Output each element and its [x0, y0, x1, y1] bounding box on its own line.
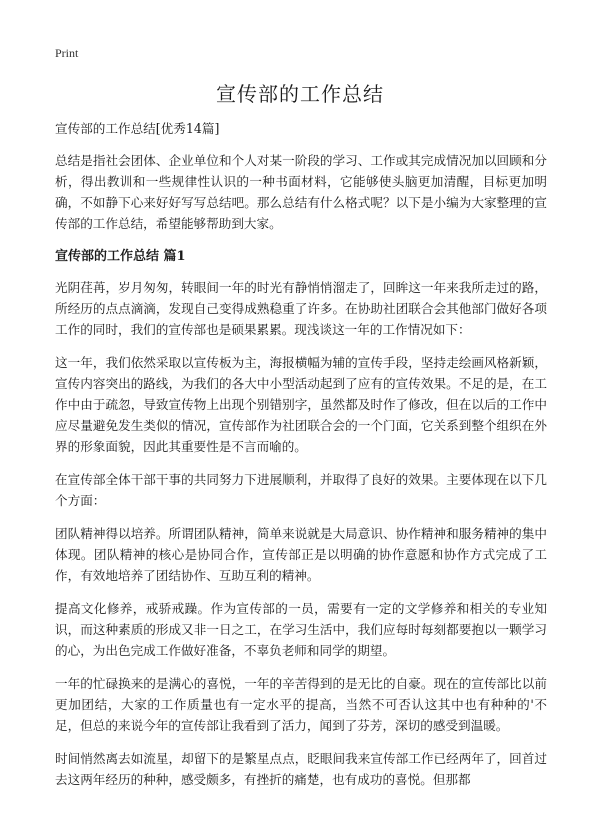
body-paragraph: 这一年，我们依然采取以宣传板为主，海报横幅为辅的宣传手段，坚持走绘画风格新颖，宣传内容突出的路线，为我们的各大中小型活动起到了应有的宣传效果。不足的是，在工作中由于疏忽，导致宣传物上出现个别错别字，虽然都及时作了修改，但在以后的工作中应尽量避免发生类似的情况，宣传部作为社团联合会的一个门面，它关系到整个组织在外界的形象面貌，因此其重要性是不言而喻的。	[55, 355, 547, 454]
document-subtitle: 宣传部的工作总结[优秀14篇]	[55, 121, 220, 136]
body-paragraph: 一年的忙碌换来的是满心的喜悦，一年的辛苦得到的是无比的自豪。现在的宣传部比以前更加团结，大家的工作质量也有一定水平的提高，当然不可否认这其中也有种种的'不足，但总的来说今年的宣传部让我看到了活力，闻到了芬芳，深切的感受到温暖。	[55, 676, 547, 733]
print-link[interactable]: Print	[55, 46, 79, 60]
document-body	[55, 118, 547, 802]
body-paragraph: 时间悄然离去如流星，却留下的是繁星点点，眨眼间我来宣传部工作已经两年了，回首过去这两年经历的种种，感受颇多，有挫折的痛楚，也有成功的喜悦。但那都	[55, 751, 547, 787]
body-paragraph: 团队精神得以培养。所谓团队精神，简单来说就是大局意识、协作精神和服务精神的集中体现。团队精神的核心是协同合作，宣传部正是以明确的协作意愿和协作方式完成了工作，有效地培养了团结协作、互助互利的精神。	[55, 526, 547, 583]
body-paragraph: 在宣传部全体干部干事的共同努力下进展顺利，并取得了良好的效果。主要体现在以下几个方面：	[55, 472, 547, 508]
section-heading: 宣传部的工作总结 篇1	[55, 249, 186, 264]
body-paragraph: 光阴荏苒，岁月匆匆，转眼间一年的时光有静悄悄溜走了，回眸这一年来我所走过的路，所经历的点点滴滴，发现自己变得成熟稳重了许多。在协助社团联合会其他部门做好各项工作的同时，我们的宣传部也是硕果累累。现浅谈这一年的工作情况如下：	[55, 280, 547, 337]
body-paragraph: 提高文化修养，戒骄戒躁。作为宣传部的一员，需要有一定的文学修养和相关的专业知识，而这种素质的形成又非一日之工，在学习生活中，我们应每时每刻都要抱以一颗学习的心，为出色完成工作做好准备，不辜负老师和同学的期望。	[55, 601, 547, 658]
intro-paragraph: 总结是指社会团体、企业单位和个人对某一阶段的学习、工作或其完成情况加以回顾和分析，得出教训和一些规律性认识的一种书面材料，它能够使头脑更加清醒，目标更加明确，不如静下心来好好写写总结吧。那么总结有什么格式呢？以下是小编为大家整理的宣传部的工作总结，希望能够帮助到大家。	[55, 153, 547, 231]
page-title: 宣传部的工作总结	[216, 82, 384, 106]
